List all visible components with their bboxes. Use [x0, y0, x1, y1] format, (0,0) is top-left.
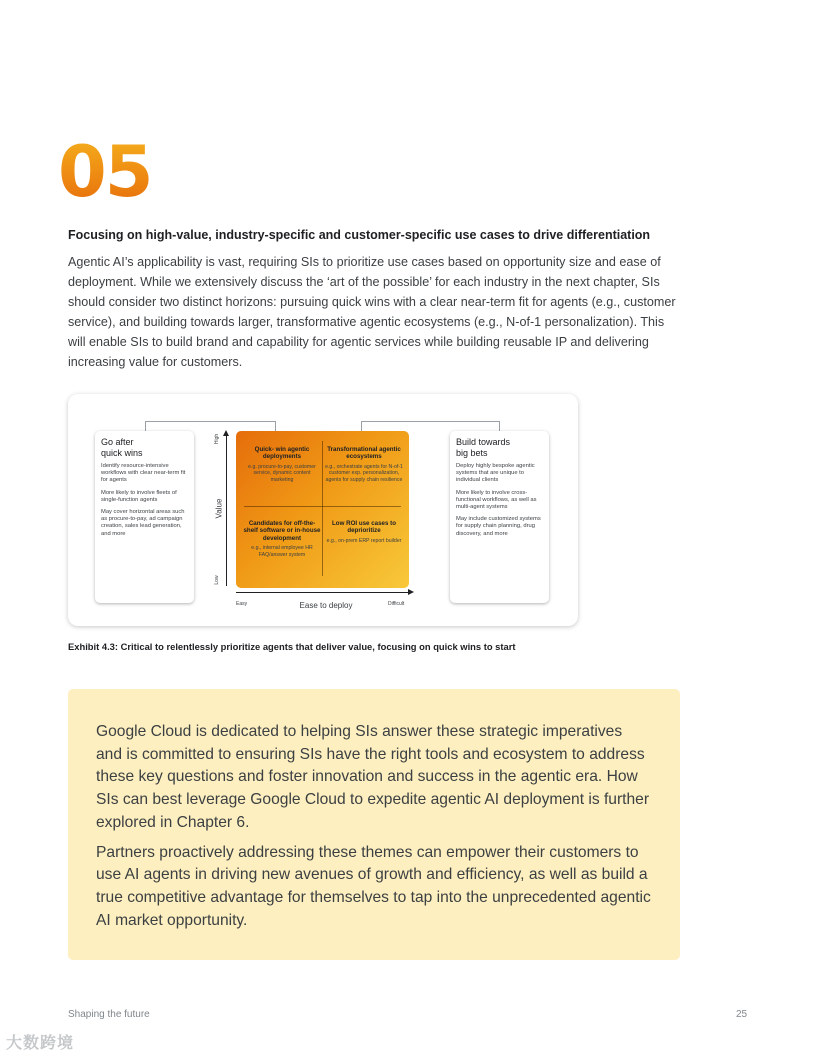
- quadrant-desc: e.g., orchestrate agents for N-of-1 customer exp. personalization, agents for supply chain resilience: [325, 463, 403, 483]
- quadrant-desc: e.g. procure-to-pay, customer service, dynamic content marketing: [248, 463, 316, 483]
- exhibit-card: [68, 394, 578, 626]
- quadrant-quick-win: [242, 446, 322, 483]
- quadrant-low-roi: [324, 520, 404, 544]
- callout-paragraph: Google Cloud is dedicated to helping SIs answer these strategic imperatives and is committed to ensuring SIs have the right tools and ecosystem to address these key questions and foster innovation and success in the agentic era. How SIs can best leverage Google Cloud to expedite agentic AI deployment is further explored in Chapter 6.: [96, 723, 650, 831]
- callout-box: [68, 689, 680, 960]
- callout-paragraph: Partners proactively addressing these themes can empower their customers to use AI agents in driving new avenues of growth and efficiency, as well as build a true competitive advantage for themselves to tap into the unprecedented agentic AI market opportunity.: [96, 843, 651, 929]
- y-axis: [226, 434, 227, 586]
- y-axis-label: Value: [214, 498, 224, 519]
- watermark: 大数跨境: [6, 1035, 75, 1052]
- x-axis-label: Ease to deploy: [299, 601, 353, 610]
- quadrant-off-the-shelf: [242, 520, 322, 558]
- matrix-divider-horizontal: [244, 506, 401, 507]
- section-number: 05: [58, 131, 152, 213]
- page-number: 25: [736, 1009, 748, 1020]
- x-axis-easy: Easy: [236, 601, 248, 607]
- quadrant-title: Quick- win agentic deployments: [254, 446, 310, 461]
- quick-wins-box: [95, 431, 194, 603]
- quick-wins-point: May cover horizontal areas such as procure-to-pay, ad campaign creation, sales lead generation, and more: [101, 509, 185, 537]
- y-axis-high: High: [214, 433, 220, 445]
- big-bets-point: More likely to involve cross-functional workflows, as well as multi-agent systems: [456, 489, 537, 511]
- quadrant-desc: e.g., internal employee HR FAQ/answer system: [251, 545, 313, 558]
- quadrant-title: Low ROI use cases to deprioritize: [332, 520, 396, 535]
- big-bets-point: May include customized systems for supply chain planning, drug discovery, and more: [456, 516, 541, 537]
- footer-title: Shaping the future: [68, 1009, 150, 1020]
- quick-wins-point: Identify resource-intensive workflows with clear near-term fit for agents: [101, 463, 186, 484]
- quick-wins-title: Go after quick wins: [101, 437, 143, 458]
- prioritization-matrix: [236, 431, 409, 588]
- big-bets-box: [450, 431, 549, 603]
- exhibit-caption: Exhibit 4.3: Critical to relentlessly prioritize agents that deliver value, focusing on quick wins to start: [68, 641, 516, 652]
- x-axis-arrow: [408, 589, 414, 595]
- x-axis-difficult: Difficult: [388, 601, 405, 607]
- quadrant-title: Candidates for off-the-shelf software or in-house development: [243, 520, 321, 542]
- quadrant-title: Transformational agentic ecosystems: [327, 446, 401, 461]
- big-bets-title: Build towards big bets: [456, 437, 511, 458]
- x-axis: [236, 592, 409, 593]
- quick-wins-point: More likely to involve fleets of single-function agents: [101, 489, 177, 503]
- matrix-divider-vertical: [322, 441, 323, 576]
- quadrant-transformational: [324, 446, 404, 483]
- body-paragraph: Agentic AI’s applicability is vast, requiring SIs to prioritize use cases based on opportunity size and ease of deployment. While we extensively discuss the ‘art of the possible’ for each industry in the next chapter, SIs should consider two distinct horizons: pursuing quick wins with a clear near-term fit for agents (e.g., customer service), and building towards larger, transformative agentic ecosystems (e.g., N-of-1 personalization). This will enable SIs to build brand and capability for agentic services while building reusable IP and delivering increasing value for customers.: [68, 255, 676, 370]
- section-heading: Focusing on high-value, industry-specific and customer-specific use cases to drive differentiation: [68, 228, 651, 242]
- y-axis-low: Low: [214, 575, 220, 585]
- quadrant-desc: e.g., on-prem ERP report builder: [326, 537, 402, 544]
- big-bets-point: Deploy highly bespoke agentic systems that are unique to individual clients: [456, 463, 535, 484]
